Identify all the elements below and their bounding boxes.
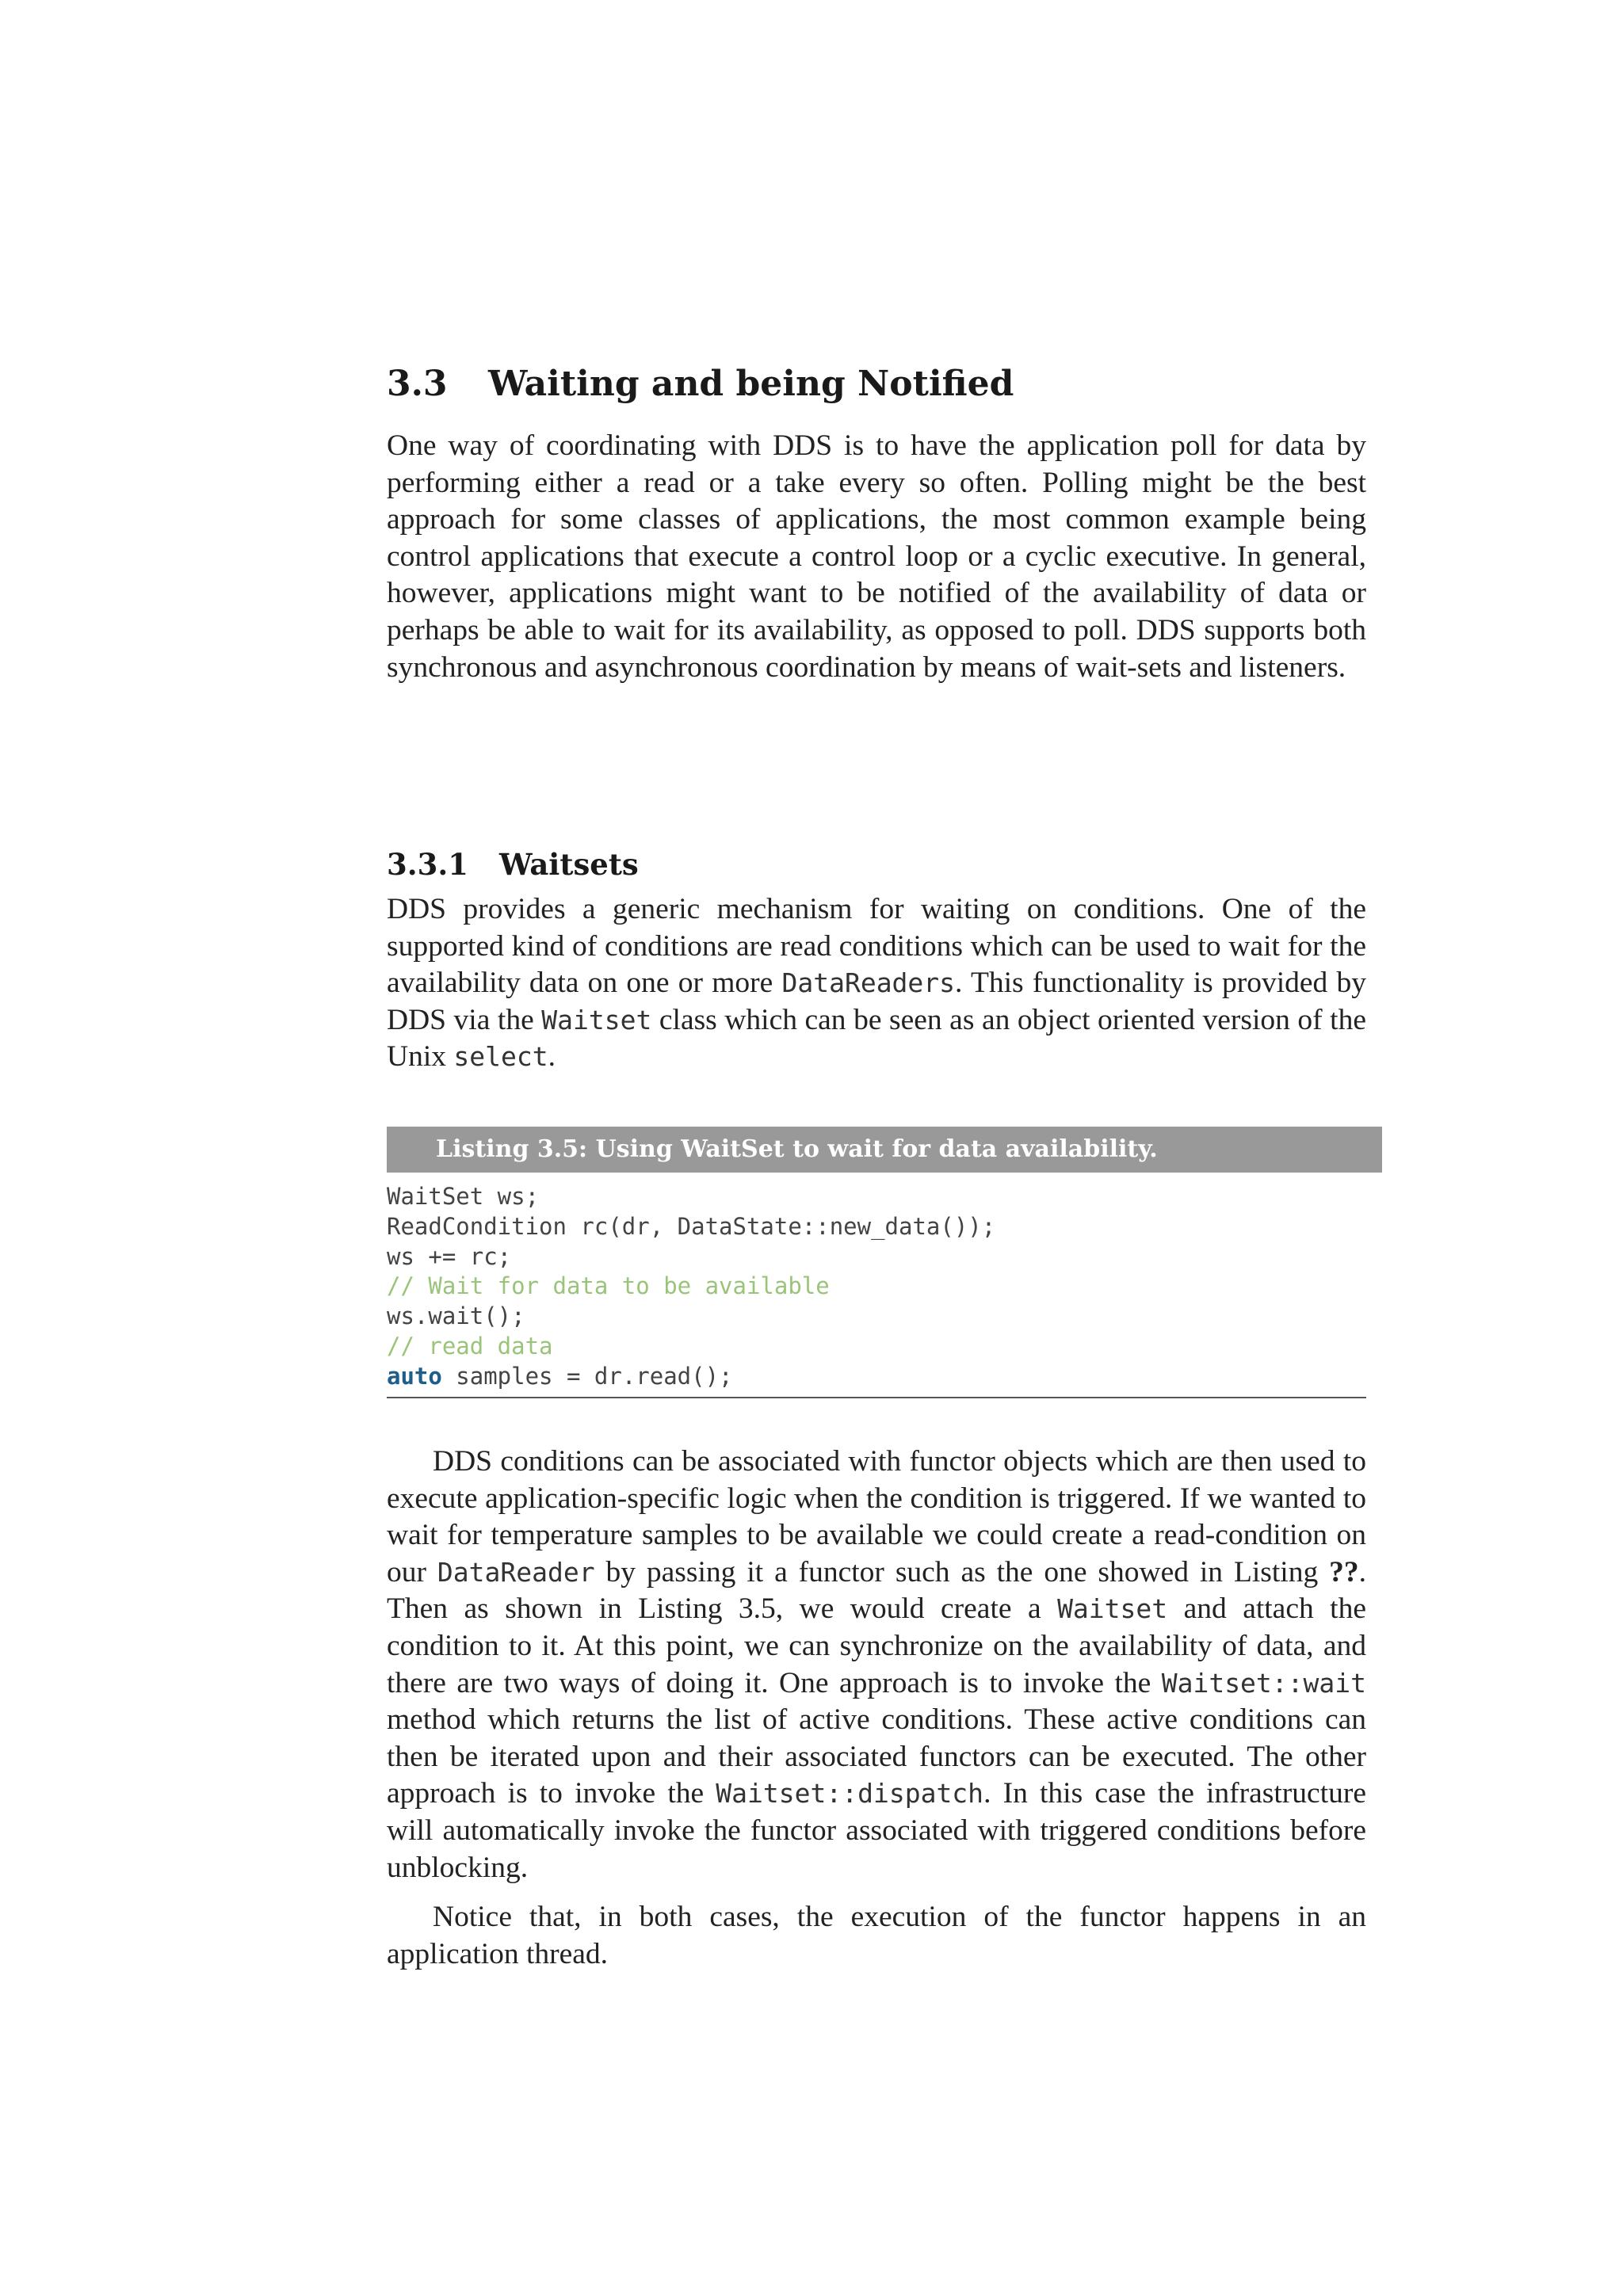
intro-paragraph: One way of coordinating with DDS is to have the application poll for data by performing either a read or a take every so often. Polling might be the best approach for some classes of applications, the most common example being control applications that execute a control loop or a cyclic executive. In general, however, applications might want to be notified of the availability of data or perhaps be able to wait for its availability, as opposed to poll. DDS supports both synchronous and asynchronous coordination by means of wait-sets and listeners. (387, 429, 1366, 684)
section-number: 3.3 (387, 363, 448, 404)
code-line: WaitSet ws; (387, 1183, 540, 1210)
notice-paragraph: Notice that, in both cases, the execution of the functor happens in an application thread. (387, 1901, 1366, 1970)
text-run: . (548, 1040, 556, 1074)
code-line: ReadCondition rc(dr, DataState::new_data()); (387, 1212, 996, 1240)
code-line: ws += rc; (387, 1242, 512, 1270)
text-run: method which returns the list of active conditions. These active conditions can then be iterated upon and their associated functors can be executed. The other approach is to invoke the (387, 1703, 1366, 1810)
text-run: DDS provides a generic mechanism for waiting on conditions. One of the supported kind of conditions are read conditions which can be used to wait for the availability data on one or more (387, 893, 1366, 1000)
inline-code: DataReader (437, 1556, 595, 1588)
inline-code: select (453, 1041, 548, 1073)
inline-code: Waitset::wait (1161, 1667, 1366, 1699)
inline-code: DataReaders (781, 967, 956, 999)
functor-paragraph (387, 1444, 1366, 1886)
code-comment-line: // read data (387, 1332, 553, 1360)
text-run: . In this case the infrastructure will automatically invoke the functor associated with triggered conditions before unblocking. (387, 1777, 1366, 1884)
subsection-title: Waitsets (499, 847, 639, 882)
text-run: by passing it a functor such as the one showed in Listing (594, 1555, 1330, 1589)
waitsets-paragraph (387, 891, 1366, 1076)
code-comment-line: // Wait for data to be available (387, 1272, 830, 1300)
text-run: class which can be seen as an object oriented version of the Unix (387, 1003, 1366, 1074)
code-text: samples = dr.read(); (441, 1362, 733, 1390)
section-title: Waiting and being Notified (488, 363, 1014, 404)
text-run: DDS conditions can be associated with functor objects which are then used to execute application-specific logic when the condition is triggered. If we wanted to wait for temperature samples to be available we could create a read-condition on our (387, 1445, 1366, 1589)
text-run: . Then as shown in Listing 3.5, we would create a (387, 1555, 1366, 1626)
code-line: ws.wait(); (387, 1302, 525, 1330)
inline-code: Waitset (1057, 1593, 1168, 1625)
section-heading (387, 362, 1014, 406)
text-run: . This functionality is provided by DDS via the (387, 967, 1366, 1036)
code-keyword: auto (387, 1362, 442, 1390)
subsection-heading (387, 845, 639, 883)
subsection-number: 3.3.1 (387, 847, 468, 882)
code-listing (387, 1127, 1382, 1398)
inline-code: Waitset::dispatch (716, 1778, 984, 1810)
unresolved-reference: ?? (1329, 1555, 1359, 1589)
code-line (387, 1362, 1366, 1392)
listing-code-block (387, 1182, 1366, 1398)
text-run: and attach the condition to it. At this point, we can synchronize on the availability of data, and there are two ways of doing it. One approach is to invoke the (387, 1592, 1366, 1699)
listing-caption: Listing 3.5: Using WaitSet to wait for data availability. (387, 1127, 1382, 1173)
inline-code: Waitset (541, 1004, 652, 1035)
